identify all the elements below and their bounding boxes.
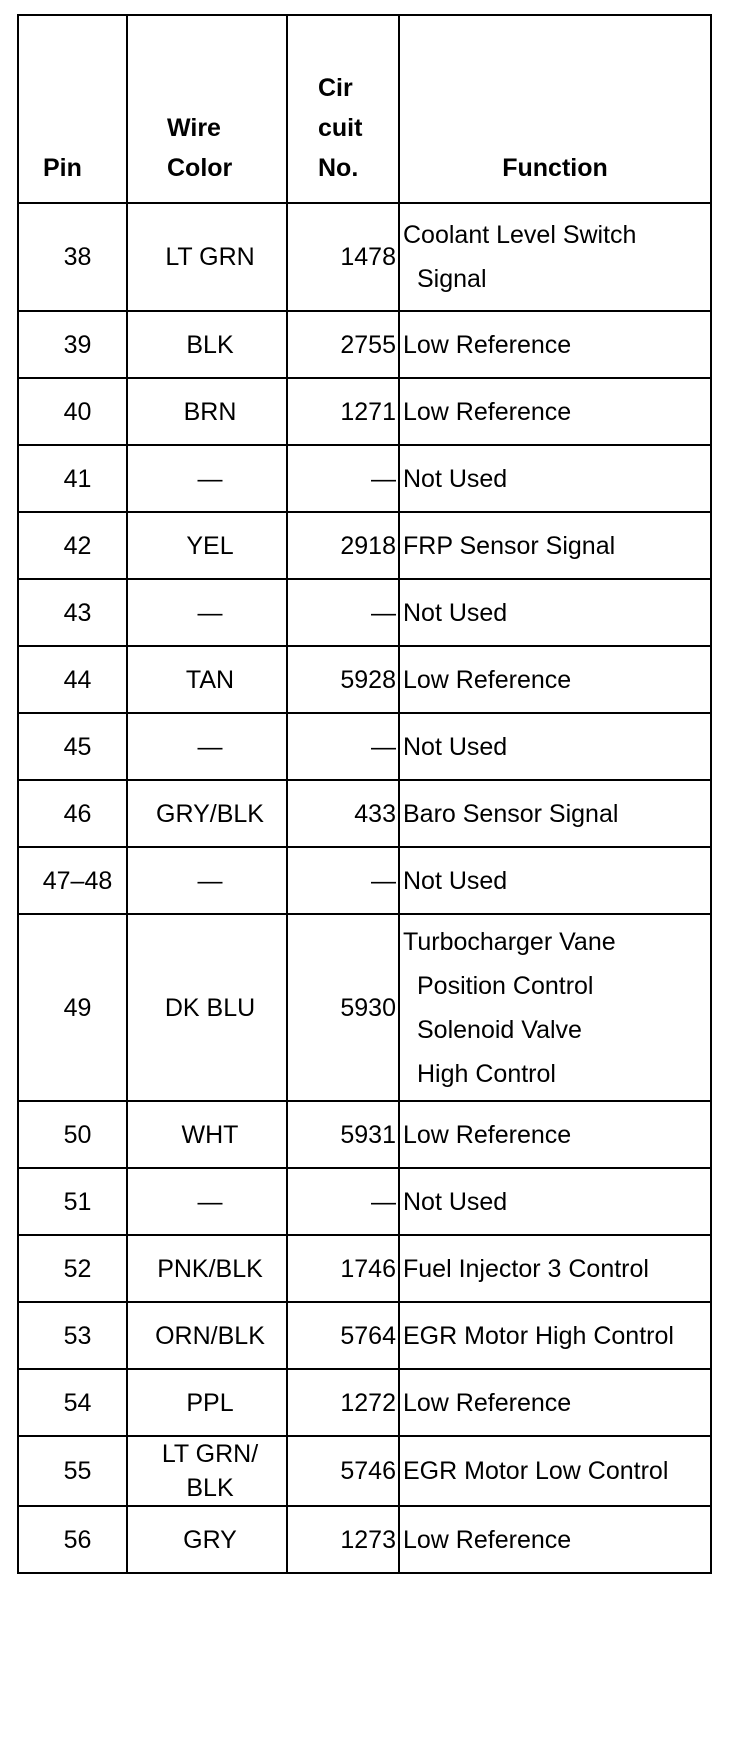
circuit-number-cell: — xyxy=(287,713,399,780)
function-line: Not Used xyxy=(403,866,508,895)
function-line: Not Used xyxy=(403,1187,508,1216)
wire-color-line: BLK xyxy=(186,330,234,359)
function-cell xyxy=(399,1436,711,1506)
function-line: Low Reference xyxy=(403,1525,572,1554)
function-cell xyxy=(399,780,711,847)
table-row xyxy=(18,1302,711,1369)
pin-cell: 39 xyxy=(18,311,127,378)
function-cell xyxy=(399,1168,711,1235)
function-line: EGR Motor Low Control xyxy=(403,1457,669,1485)
function-cell xyxy=(399,311,711,378)
pin-cell: 56 xyxy=(18,1506,127,1573)
wire-color-line: TAN xyxy=(185,665,235,694)
table-row xyxy=(18,646,711,713)
function-line: EGR Motor High Control xyxy=(403,1321,674,1350)
function-line: Turbocharger Vane xyxy=(403,927,616,956)
pin-header-text: Pin xyxy=(43,154,82,182)
pin-cell: 46 xyxy=(18,780,127,847)
table-row xyxy=(18,203,711,311)
function-column-header xyxy=(399,15,711,203)
wire-color-line: BRN xyxy=(183,397,237,426)
table-row xyxy=(18,1436,711,1506)
function-line: FRP Sensor Signal xyxy=(403,531,616,560)
wire-color-cell xyxy=(127,1235,287,1302)
wire-color-cell xyxy=(127,646,287,713)
circuit-number-cell: 1271 xyxy=(287,378,399,445)
header-row xyxy=(18,15,711,203)
pin-cell: 54 xyxy=(18,1369,127,1436)
function-cell xyxy=(399,445,711,512)
wire-color-cell xyxy=(127,512,287,579)
function-line: Position Control xyxy=(417,971,594,1000)
circuit-number-cell: 1272 xyxy=(287,1369,399,1436)
wire-color-cell xyxy=(127,1506,287,1573)
table-header xyxy=(18,15,711,203)
circuit-number-cell: 2918 xyxy=(287,512,399,579)
function-line: Solenoid Valve xyxy=(417,1015,582,1044)
circuit-number-cell: 1273 xyxy=(287,1506,399,1573)
wire-color-line: LT GRN xyxy=(165,243,255,271)
wire-color-cell xyxy=(127,713,287,780)
wire-color-cell xyxy=(127,1302,287,1369)
function-line: Low Reference xyxy=(403,1120,572,1149)
function-cell xyxy=(399,914,711,1101)
table-row xyxy=(18,378,711,445)
wire-color-cell xyxy=(127,378,287,445)
function-line: Low Reference xyxy=(403,665,572,694)
circuit-number-cell: 433 xyxy=(287,780,399,847)
function-line: Fuel Injector 3 Control xyxy=(403,1254,649,1283)
pin-cell: 43 xyxy=(18,579,127,646)
function-line: Not Used xyxy=(403,464,508,493)
wire-color-header-line: Wire xyxy=(167,114,221,142)
table-row xyxy=(18,847,711,914)
wire-color-line: — xyxy=(197,598,223,627)
function-line: Not Used xyxy=(403,598,508,627)
function-cell xyxy=(399,646,711,713)
pin-cell: 50 xyxy=(18,1101,127,1168)
wire-color-line: LT GRN/ xyxy=(161,1440,259,1468)
wire-color-line: BLK xyxy=(186,1474,234,1502)
wire-color-cell xyxy=(127,1436,287,1506)
function-cell xyxy=(399,713,711,780)
wire-color-column-header xyxy=(127,15,287,203)
function-line: Low Reference xyxy=(403,397,572,426)
wire-color-cell xyxy=(127,1101,287,1168)
table-row xyxy=(18,1235,711,1302)
wire-color-line: — xyxy=(197,464,223,493)
circuit-header-line: cuit xyxy=(318,114,363,142)
table-row xyxy=(18,311,711,378)
wire-color-cell xyxy=(127,1369,287,1436)
table-row xyxy=(18,713,711,780)
circuit-number-cell: 1478 xyxy=(287,203,399,311)
table-row xyxy=(18,512,711,579)
pin-cell: 38 xyxy=(18,203,127,311)
function-cell xyxy=(399,512,711,579)
function-cell xyxy=(399,579,711,646)
circuit-number-cell: 5746 xyxy=(287,1436,399,1506)
function-cell xyxy=(399,1101,711,1168)
table-row xyxy=(18,1101,711,1168)
function-line: Not Used xyxy=(403,732,508,761)
wire-color-line: — xyxy=(197,1187,223,1216)
function-line: Low Reference xyxy=(403,1388,572,1417)
function-cell xyxy=(399,203,711,311)
pin-cell: 42 xyxy=(18,512,127,579)
pin-cell: 51 xyxy=(18,1168,127,1235)
circuit-number-cell: — xyxy=(287,847,399,914)
wire-color-cell xyxy=(127,203,287,311)
circuit-header-line: Cir xyxy=(318,74,353,102)
table-row xyxy=(18,914,711,1101)
circuit-number-cell: 2755 xyxy=(287,311,399,378)
wire-color-line: GRY xyxy=(183,1525,237,1554)
pin-cell: 41 xyxy=(18,445,127,512)
table-row xyxy=(18,579,711,646)
wire-color-line: YEL xyxy=(186,531,234,560)
table-row xyxy=(18,780,711,847)
circuit-number-cell: — xyxy=(287,1168,399,1235)
circuit-header-line: No. xyxy=(318,154,359,182)
circuit-number-cell: 1746 xyxy=(287,1235,399,1302)
function-line: Low Reference xyxy=(403,330,572,359)
circuit-number-cell: 5931 xyxy=(287,1101,399,1168)
function-line: High Control xyxy=(417,1059,556,1088)
pin-cell: 47–48 xyxy=(18,847,127,914)
wire-color-line: PNK/BLK xyxy=(157,1254,263,1283)
wire-color-cell xyxy=(127,847,287,914)
wire-color-cell xyxy=(127,914,287,1101)
pin-cell: 44 xyxy=(18,646,127,713)
circuit-number-cell: 5930 xyxy=(287,914,399,1101)
circuit-column-header xyxy=(287,15,399,203)
pin-cell: 49 xyxy=(18,914,127,1101)
table-body xyxy=(18,203,711,1573)
pin-cell: 52 xyxy=(18,1235,127,1302)
table-row xyxy=(18,1369,711,1436)
wire-color-line: ORN/BLK xyxy=(155,1321,265,1350)
circuit-number-cell: — xyxy=(287,445,399,512)
wire-color-cell xyxy=(127,1168,287,1235)
pin-cell: 45 xyxy=(18,713,127,780)
table-row xyxy=(18,1168,711,1235)
wire-color-line: PPL xyxy=(186,1388,234,1417)
wire-color-line: GRY/BLK xyxy=(156,799,264,828)
function-line: Baro Sensor Signal xyxy=(403,799,619,828)
connector-pinout-table xyxy=(17,14,712,1574)
wire-color-line: DK BLU xyxy=(164,993,256,1022)
function-header-text: Function xyxy=(502,154,608,182)
wire-color-line: — xyxy=(197,866,223,895)
wire-color-cell xyxy=(127,311,287,378)
pin-column-header xyxy=(18,15,127,203)
wire-color-line: — xyxy=(197,732,223,761)
circuit-number-cell: 5928 xyxy=(287,646,399,713)
wire-color-header-line: Color xyxy=(167,154,233,182)
function-cell xyxy=(399,1302,711,1369)
function-cell xyxy=(399,378,711,445)
function-line: Signal xyxy=(417,265,487,293)
circuit-number-cell: 5764 xyxy=(287,1302,399,1369)
function-cell xyxy=(399,1506,711,1573)
pin-cell: 40 xyxy=(18,378,127,445)
table-row xyxy=(18,1506,711,1573)
wire-color-cell xyxy=(127,780,287,847)
function-cell xyxy=(399,847,711,914)
function-line: Coolant Level Switch xyxy=(403,221,637,249)
pin-cell: 53 xyxy=(18,1302,127,1369)
function-cell xyxy=(399,1369,711,1436)
function-cell xyxy=(399,1235,711,1302)
wire-color-cell xyxy=(127,445,287,512)
pin-cell: 55 xyxy=(18,1436,127,1506)
wire-color-line: WHT xyxy=(181,1120,239,1149)
wire-color-cell xyxy=(127,579,287,646)
table-row xyxy=(18,445,711,512)
circuit-number-cell: — xyxy=(287,579,399,646)
